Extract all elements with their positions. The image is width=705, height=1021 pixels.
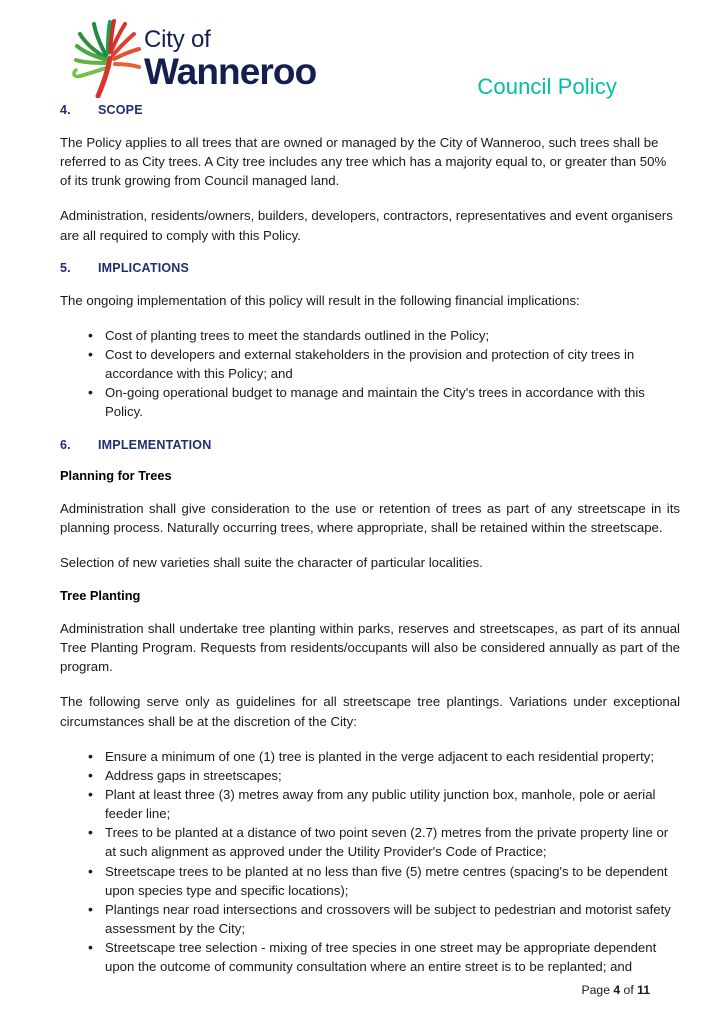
section-title: SCOPE [98, 103, 143, 117]
paragraph: Administration shall give consideration to the use or retention of trees as part of any streetscape in its planning process. Naturally occurring trees, where appropriate, shall be retained within the streetscape. [60, 500, 680, 535]
kangaroo-paw-logo-icon [70, 12, 142, 98]
document-body [60, 103, 680, 992]
list-item: • Cost of planting trees to meet the standards outlined in the Policy; [60, 326, 680, 345]
paragraph: The Policy applies to all trees that are owned or managed by the City of Wanneroo, such trees shall be referred to as City trees. A City tree includes any tree which has a majority equal to, or greater than 50% of its trunk growing from Council managed land. [60, 135, 667, 189]
section-title: IMPLICATIONS [98, 260, 190, 275]
subheading-tree-planting: Tree Planting [60, 587, 141, 603]
page-header [0, 0, 705, 108]
list-item: • Streetscape tree selection - mixing of tree species in one street may be appropriate dependent upon the outcome of community consultation where an entire street is to be replanted; and [60, 938, 680, 976]
footer-page-label: Page [581, 983, 610, 997]
subheading-planning-for-trees: Planning for Trees [60, 467, 172, 483]
paragraph: Administration shall undertake tree planting within parks, reserves and streetscapes, as part of its annual Tree Planting Program. Requests from residents/occupants will also be considered annually as part of the program. [60, 620, 680, 675]
document-title: Council Policy [477, 74, 617, 99]
section-heading-implementation [60, 438, 680, 452]
list-item: • Cost to developers and external stakeholders in the provision and protection of city trees in accordance with this Policy; and [60, 345, 680, 383]
page-footer [0, 983, 650, 997]
implications-bullet-list [60, 326, 680, 422]
section-number: 6. [60, 437, 71, 452]
paragraph: The ongoing implementation of this policy will result in the following financial implications: [60, 292, 580, 308]
list-item: • Streetscape trees to be planted at no less than five (5) metre centres (spacing's to be dependent upon species type and specific locations); [60, 862, 680, 900]
footer-of-label: of [623, 983, 634, 997]
list-item: • Trees to be planted at a distance of two point seven (2.7) metres from the private property line or at such alignment as approved under the Utility Provider's Code of Practice; [60, 823, 680, 861]
list-item: • Plant at least three (3) metres away from any public utility junction box, manhole, pole or aerial feeder line; [60, 785, 680, 823]
footer-total-pages: 11 [637, 983, 650, 997]
city-of-wanneroo-logo [70, 12, 316, 98]
paragraph: The following serve only as guidelines for all streetscape tree plantings. Variations under exceptional circumstances shall be at the discretion of the City: [60, 694, 680, 729]
list-item: • Plantings near road intersections and crossovers will be subject to pedestrian and motorist safety assessment by the City; [60, 900, 680, 938]
section-number: 4. [60, 103, 71, 117]
list-item: • Ensure a minimum of one (1) tree is planted in the verge adjacent to each residential property; [60, 747, 680, 766]
logo-wordmark [144, 28, 316, 90]
logo-wanneroo-text: Wanneroo [144, 51, 317, 92]
paragraph: Selection of new varieties shall suite the character of particular localities. [60, 554, 483, 570]
footer-current-page: 4 [613, 983, 621, 997]
section-title: IMPLEMENTATION [98, 437, 212, 452]
logo-city-text: City of [144, 26, 211, 53]
section-heading-implications [60, 261, 680, 275]
list-item: • Address gaps in streetscapes; [60, 766, 680, 785]
section-heading-scope [60, 103, 680, 117]
list-item: • On-going operational budget to manage and maintain the City's trees in accordance with this Policy. [60, 383, 680, 421]
paragraph: Administration, residents/owners, builders, developers, contractors, representatives and event organisers are all required to comply with this Policy. [60, 208, 673, 243]
section-number: 5. [60, 260, 71, 275]
tree-planting-bullet-list [60, 747, 680, 977]
